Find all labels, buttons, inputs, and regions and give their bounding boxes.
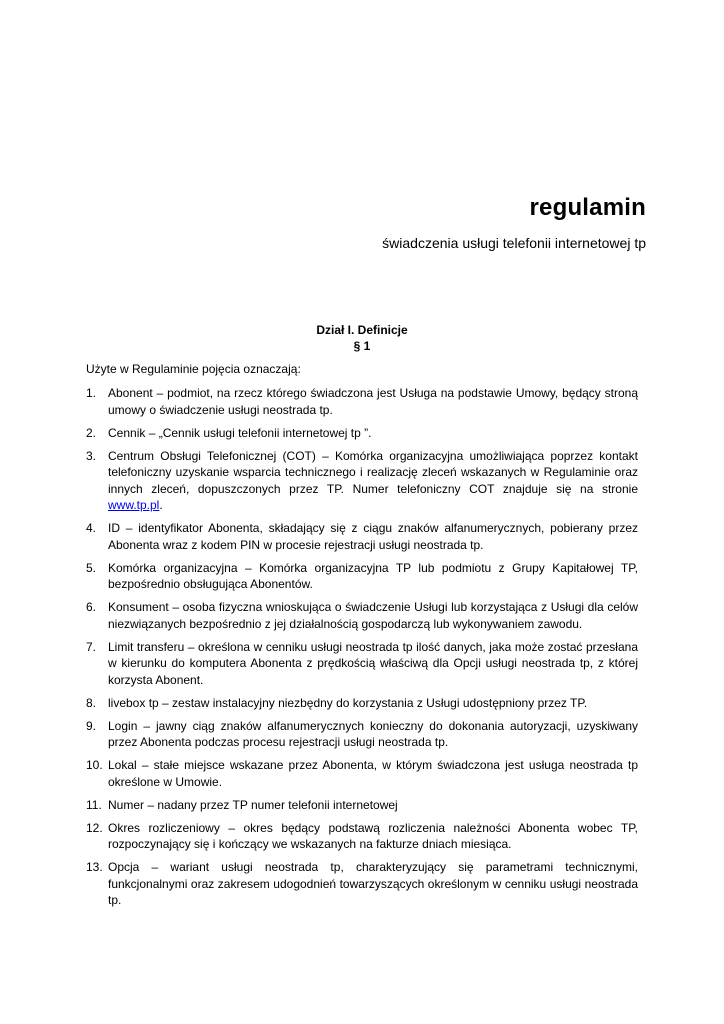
definition-text-suffix: . bbox=[159, 498, 163, 512]
definition-number: 4. bbox=[86, 521, 97, 535]
paragraph-number: § 1 bbox=[353, 339, 371, 353]
definition-number: 12. bbox=[86, 820, 103, 835]
definition-number: 6. bbox=[86, 600, 97, 614]
definition-item bbox=[86, 639, 638, 689]
definition-text: Konsument – osoba fizyczna wnioskująca o świadczenie Usługi lub korzystająca z Usługi dla celów niezwiązanych bezpośrednio z jej działalnością gospodarczą lub wykonywaniem zawodu. bbox=[108, 600, 638, 631]
definition-item bbox=[86, 560, 638, 593]
definition-text: Okres rozliczeniowy – okres będący podstawą rozliczenia należności Abonenta wobec TP, rozpoczynający się i kończący we wskazanych na fakturze dniach miesiąca. bbox=[108, 820, 638, 851]
definition-item bbox=[86, 718, 638, 751]
definition-text: livebox tp – zestaw instalacyjny niezbędny do korzystania z Usługi udostępniony przez TP. bbox=[108, 695, 588, 710]
definition-item bbox=[86, 695, 638, 712]
definition-item bbox=[86, 820, 638, 853]
tp-website-link[interactable]: www.tp.pl bbox=[108, 498, 160, 512]
definition-text: Opcja – wariant usługi neostrada tp, charakteryzujący się parametrami technicznymi, funkcjonalnymi oraz zakresem udogodnień towarzyszących określonym w cenniku usługi neostrada tp. bbox=[108, 860, 638, 907]
definition-item bbox=[86, 859, 638, 909]
definition-item bbox=[86, 520, 638, 553]
section-heading-block bbox=[0, 322, 724, 354]
document-subtitle: świadczenia usługi telefonii internetowej tp bbox=[382, 235, 646, 251]
definition-text: Komórka organizacyjna – Komórka organizacyjna TP lub podmiotu z Grupy Kapitałowej TP, bezpośrednio obsługująca Abonentów. bbox=[108, 560, 638, 591]
definition-text: ID – identyfikator Abonenta, składający się z ciągu znaków alfanumerycznych, pobierany przez Abonenta wraz z kodem PIN w procesie rejestracji usługi neostrada tp. bbox=[108, 521, 638, 552]
definition-text: Numer – nadany przez TP numer telefonii internetowej bbox=[108, 797, 398, 812]
definition-number: 3. bbox=[86, 448, 97, 463]
definition-text: Login – jawny ciąg znaków alfanumerycznych konieczny do dokonania autoryzacji, uzyskiwany przez Abonenta podczas procesu rejestracji usługi neostrada tp. bbox=[108, 718, 638, 749]
definition-text: Limit transferu – określona w cenniku usługi neostrada tp ilość danych, jaka może zostać przesłana w kierunku do komputera Abonenta z prędkością właściwą dla Opcji usługi neostrada tp, z której korzysta Abonent. bbox=[108, 639, 638, 687]
definition-item bbox=[86, 599, 638, 632]
definition-text-block bbox=[108, 448, 638, 514]
definition-number: 8. bbox=[86, 695, 97, 710]
definition-text: Cennik – „Cennik usługi telefonii internetowej tp ”. bbox=[108, 425, 372, 440]
definition-item bbox=[86, 385, 638, 418]
definition-number: 11. bbox=[86, 797, 102, 812]
definitions-list bbox=[86, 385, 638, 915]
definition-number: 7. bbox=[86, 639, 97, 654]
definition-text: Centrum Obsługi Telefonicznej (COT) – Komórka organizacyjna umożliwiająca poprzez kontakt telefoniczny uzyskanie wsparcia technicznego i realizację zleceń wskazanych w Regulaminie oraz innych zleceń, dopuszczonych przez TP. Numer telefoniczny COT znajduje się na stronie bbox=[108, 448, 638, 496]
definition-number: 9. bbox=[86, 718, 97, 733]
definition-item bbox=[86, 757, 638, 790]
definition-number: 5. bbox=[86, 560, 97, 575]
section-heading: Dział I. Definicje bbox=[316, 323, 408, 337]
definition-item bbox=[86, 797, 638, 814]
definition-number: 2. bbox=[86, 425, 97, 440]
intro-text: Użyte w Regulaminie pojęcia oznaczają: bbox=[86, 362, 301, 376]
definition-number: 1. bbox=[86, 386, 97, 400]
definition-item bbox=[86, 448, 638, 514]
definition-text: Abonent – podmiot, na rzecz którego świadczona jest Usługa na podstawie Umowy, będący stroną umowy o świadczenie usługi neostrada tp. bbox=[108, 386, 638, 417]
definition-number: 13. bbox=[86, 860, 103, 874]
definition-text: Lokal – stałe miejsce wskazane przez Abonenta, w którym świadczona jest usługa neostrada tp określone w Umowie. bbox=[108, 758, 638, 789]
document-title: regulamin bbox=[529, 194, 646, 221]
definition-number: 10. bbox=[86, 758, 103, 772]
definition-item bbox=[86, 425, 638, 442]
